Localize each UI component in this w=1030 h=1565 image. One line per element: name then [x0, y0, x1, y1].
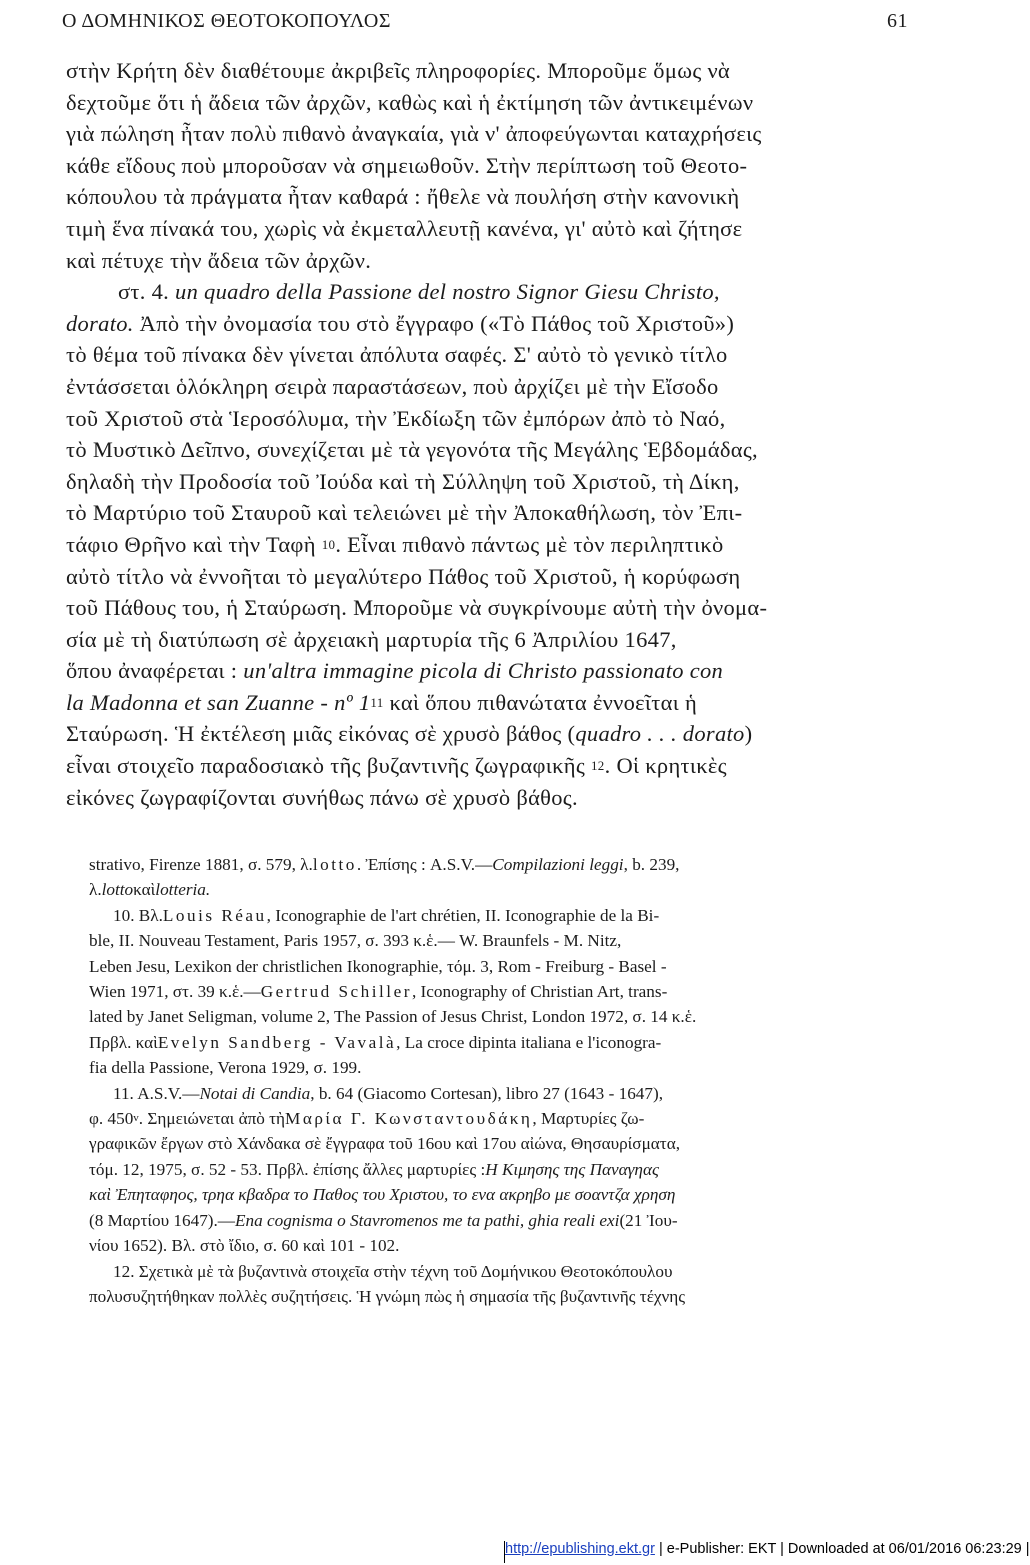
footnote-line — [89, 1233, 891, 1258]
text-line — [66, 497, 912, 529]
footnote-ref: 12 — [591, 758, 605, 774]
note-text: Leben Jesu, Lexikon der christlichen Ikonographie, τόμ. 3, Rom - Freiburg - Basel - — [89, 956, 667, 976]
note-text: lated by Janet Seligman, volume 2, The Passion of Jesus Christ, London 1972, σ. 14 κ.ἑ. — [89, 1007, 697, 1027]
note-text: , b. 64 (Giacomo Cortesan), libro 27 (1643 - 1647), — [310, 1083, 663, 1103]
text-line — [66, 403, 912, 435]
text-segment: τὸ Μυστικὸ Δεῖπνο, συνεχίζεται μὲ τὰ γεγονότα τῆς Μεγάλης Ἑβδομάδας, — [66, 437, 758, 463]
footnote-line — [89, 1081, 891, 1106]
text-line — [66, 213, 912, 245]
text-segment: . Οἱ κρητικὲς — [604, 753, 727, 779]
text-line — [66, 55, 912, 87]
text-segment: γιὰ πώληση ἦταν πολὺ πιθανὸ ἀναγκαία, γιὰ ν' ἀποφεύγωνται καταχρήσεις — [66, 121, 762, 147]
note-text: πολυσυζητήθηκαν πολλὲς συζητήσεις. Ἡ γνώμη πὼς ἡ σημασία τῆς βυζαντινῆς τέχνης — [89, 1286, 686, 1306]
text-line — [66, 687, 912, 719]
note-text: καὶ — [133, 880, 156, 900]
text-line — [66, 782, 912, 814]
note-text: , Iconography of Christian Art, trans- — [411, 982, 668, 1002]
text-line — [66, 118, 912, 150]
text-line — [66, 466, 912, 498]
note-spaced-name: Μαρία Γ. Κωνσταντουδάκη — [285, 1109, 533, 1129]
running-header — [62, 6, 908, 36]
text-segment: τάφιο Θρῆνο καὶ τὴν Ταφὴ — [66, 531, 322, 557]
text-line — [66, 308, 912, 340]
footnote-line — [89, 1131, 891, 1156]
footnote-line — [89, 877, 891, 902]
text-segment: κάθε εἴδους ποὺ μποροῦσαν νὰ σημειωθοῦν. Στὴν περίπτωση τοῦ Θεοτο- — [66, 152, 748, 178]
page-number: 61 — [887, 9, 908, 32]
text-segment: Σταύρωση. Ἡ ἐκτέλεση μιᾶς εἰκόνας σὲ χρυσὸ βάθος ( — [66, 721, 576, 747]
footnote-line — [89, 1284, 891, 1309]
footnote-line — [89, 979, 891, 1004]
footnote-line — [89, 1106, 891, 1131]
footnote-line — [89, 903, 891, 928]
text-segment: δηλαδὴ τὴν Προδοσία τοῦ Ἰούδα καὶ τὴ Σύλληψη τοῦ Χριστοῦ, τὴ Δίκη, — [66, 468, 740, 494]
note-spaced-name: lotto — [312, 855, 357, 874]
note-spaced-name: Gertrud Schiller — [260, 982, 412, 1002]
text-segment: εἰκόνες ζωγραφίζονται συνήθως πάνω σὲ χρυσὸ βάθος. — [66, 784, 578, 810]
note-text: . Ἐπίσης : A.S.V.— — [356, 855, 493, 874]
download-footer — [504, 1541, 1030, 1563]
text-segment: σία μὲ τὴ διατύπωση σὲ ἀρχειακὴ μαρτυρία τῆς 6 Ἀπριλίου 1647, — [66, 626, 677, 652]
text-line — [66, 434, 912, 466]
text-line — [66, 624, 912, 656]
note-italic: lotto — [101, 880, 134, 900]
note-text: λ. — [89, 880, 102, 900]
note-text: , Μαρτυρίες ζω- — [532, 1109, 645, 1129]
note-spaced-name: Evelyn Sandberg - Vavalà — [157, 1032, 397, 1052]
note-text: (21 Ἰου- — [619, 1210, 678, 1230]
note-text: fia della Passione, Verona 1929, σ. 199. — [89, 1058, 362, 1078]
footnote-line — [89, 1259, 891, 1284]
text-line — [66, 150, 912, 182]
text-line — [66, 750, 912, 782]
note-text: , b. 239, — [623, 855, 680, 874]
text-segment: καὶ ὅπου πιθανώτατα ἐννοεῖται ἡ — [383, 689, 698, 715]
text-segment: στὴν Κρήτη δὲν διαθέτουμε ἀκριβεῖς πληροφορίες. Μποροῦμε ὅμως νὰ — [66, 58, 731, 83]
footnote-line — [89, 1208, 891, 1233]
main-text — [66, 55, 912, 813]
text-line — [66, 87, 912, 119]
italic-quote: un'altra immagine picola di Christo passionato con — [243, 658, 724, 684]
text-segment: δεχτοῦμε ὅτι ἡ ἄδεια τῶν ἀρχῶν, καθὼς καὶ ἡ ἐκτίμηση τῶν ἀντικειμένων — [66, 89, 754, 115]
note-text: 11. A.S.V.— — [113, 1083, 200, 1103]
note-text: γραφικῶν ἔργων στὸ Χάνδακα σὲ ἔγγραφα τοῦ 16ου καὶ 17ου αἰώνα, Θησαυρίσματα, — [89, 1134, 680, 1154]
text-line — [66, 529, 912, 561]
text-segment: τὸ Μαρτύριο τοῦ Σταυροῦ καὶ τελειώνει μὲ τὴν Ἀποκαθήλωση, τὸν Ἐπι- — [66, 500, 743, 526]
text-line — [66, 245, 912, 277]
note-text: τόμ. 12, 1975, σ. 52 - 53. Πρβλ. ἐπίσης ἄλλες μαρτυρίες : — [89, 1159, 486, 1179]
text-segment: αὐτὸ τίτλο νὰ ἐννοῆται τὸ μεγαλύτερο Πάθος τοῦ Χριστοῦ, ἡ κορύφωση — [66, 563, 741, 589]
footnote-ref: 11 — [370, 694, 384, 710]
note-italic: Η Κιμησης της Παναγηας — [485, 1159, 659, 1179]
running-title: Ο ΔΟΜΗΝΙΚΟΣ ΘΕΟΤΟΚΟΠΟΥΛΟΣ — [62, 9, 391, 32]
text-segment: . Εἶναι πιθανὸ πάντως μὲ τὸν περιληπτικὸ — [335, 531, 724, 557]
footnote-line — [89, 1004, 891, 1029]
text-segment: κόπουλου τὰ πράγματα ἦταν καθαρά : ἤθελε νὰ πουλήση στὴν κανονικὴ — [66, 184, 740, 210]
note-text: 12. Σχετικὰ μὲ τὰ βυζαντινὰ στοιχεῖα στὴν τέχνη τοῦ Δομήνικου Θεοτοκόπουλου — [113, 1261, 673, 1281]
footnote-line — [89, 852, 891, 877]
text-line — [66, 339, 912, 371]
text-line — [66, 561, 912, 593]
footnotes — [89, 852, 891, 1309]
note-text: ble, II. Nouveau Testament, Paris 1957, σ. 393 κ.ἑ.— W. Braunfels - M. Nitz, — [89, 931, 622, 951]
text-segment: τοῦ Πάθους του, ἡ Σταύρωση. Μποροῦμε νὰ συγκρίνουμε αὐτὴ τὴν ὀνομα- — [66, 595, 768, 621]
italic-quote: la Madonna et san Zuanne - nº 1 — [66, 689, 371, 715]
publisher-link[interactable]: http://epublishing.ekt.gr — [505, 1541, 655, 1557]
text-segment: εἶναι στοιχεῖο παραδοσιακὸ τῆς βυζαντινῆς ζωγραφικῆς — [66, 753, 591, 779]
note-text: 10. Βλ. — [113, 905, 163, 925]
text-segment: καὶ πέτυχε τὴν ἄδεια τῶν ἀρχῶν. — [66, 247, 372, 273]
note-superscript: v — [133, 1112, 139, 1125]
footnote-line — [89, 928, 891, 953]
footnote-line — [89, 1182, 891, 1207]
note-spaced-name: Louis Réau — [162, 905, 267, 925]
text-line — [66, 655, 912, 687]
footnote-line — [89, 1157, 891, 1182]
note-italic: Notai di Candia — [199, 1083, 311, 1103]
footnote-line — [89, 1030, 891, 1055]
note-italic: lotteria. — [155, 880, 211, 900]
note-italic: καὶ Ἐπηταφηος, τρηα κβαδρα το Παθος του Χριστου, το ενα ακρηβο με σοαντζα χρηση — [89, 1185, 676, 1205]
footnote-ref: 10 — [321, 536, 336, 552]
text-line — [66, 371, 912, 403]
note-italic: Ena cognisma o Stavromenos me ta pathi, ghia reali exi — [235, 1210, 620, 1230]
text-line — [66, 276, 912, 308]
text-line — [66, 181, 912, 213]
note-text: Wien 1971, στ. 39 κ.ἑ.— — [89, 982, 261, 1002]
note-text: , Iconographie de l'art chrétien, II. Iconographie de la Bi- — [266, 905, 660, 925]
note-text: strativo, Firenze 1881, σ. 579, λ. — [89, 855, 313, 874]
note-text: (8 Μαρτίου 1647).— — [89, 1210, 235, 1230]
text-segment: Ἀπὸ τὴν ὀνομασία του στὸ ἔγγραφο («Τὸ Πάθος τοῦ Χριστοῦ») — [133, 310, 735, 336]
text-segment: τὸ θέμα τοῦ πίνακα δὲν γίνεται ἀπόλυτα σαφές. Σ' αὐτὸ τὸ γενικὸ τίτλο — [66, 342, 728, 368]
footnote-line — [89, 954, 891, 979]
note-italic: Compilazioni leggi — [492, 855, 624, 874]
italic-quote: quadro . . . dorato — [575, 721, 745, 747]
text-segment: τιμὴ ἕνα πίνακά του, χωρὶς νὰ ἐκμεταλλευτῇ κανένα, γι' αὐτὸ καὶ ζήτησε — [66, 215, 743, 241]
note-text: νίου 1652). Βλ. στὸ ἴδιο, σ. 60 καὶ 101 - 102. — [89, 1236, 400, 1256]
text-segment: ἐντάσσεται ὁλόκληρη σειρὰ παραστάσεων, ποὺ ἀρχίζει μὲ τὴν Εἴσοδο — [66, 373, 719, 399]
download-info: | e-Publisher: EKT | Downloaded at 06/01/2016 06:23:29 | — [654, 1541, 1030, 1557]
text-segment: τοῦ Χριστοῦ στὰ Ἱεροσόλυμα, τὴν Ἐκδίωξη τῶν ἐμπόρων ἀπὸ τὸ Ναό, — [66, 405, 726, 431]
note-text: , La croce dipinta italiana e l'iconogra- — [396, 1032, 662, 1052]
footnote-line — [89, 1055, 891, 1080]
italic-quote: dorato. — [66, 310, 134, 336]
note-text: Πρβλ. καὶ — [89, 1032, 158, 1052]
text-line — [66, 592, 912, 624]
italic-quote: un quadro della Passione del nostro Signor Giesu Christo, — [175, 279, 720, 305]
note-text: φ. 450 — [89, 1109, 134, 1129]
text-segment: ὅπου ἀναφέρεται : — [66, 658, 244, 684]
text-segment: ) — [744, 721, 753, 747]
note-text: . Σημειώνεται ἀπὸ τὴ — [138, 1109, 286, 1129]
text-line — [66, 718, 912, 750]
text-segment: στ. 4. — [118, 279, 176, 305]
